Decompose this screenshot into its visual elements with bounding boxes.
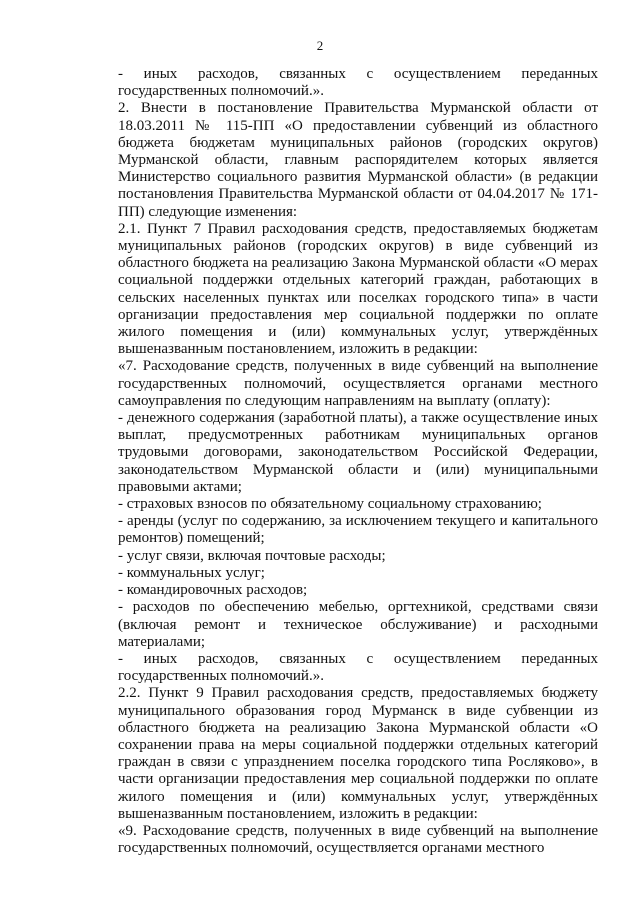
paragraph-10: - командировочных расходов; (118, 582, 308, 599)
paragraph-12: - иных расходов, связанных с осуществлением переданных государственных полномочий.». (118, 650, 598, 685)
paragraph-5: - денежного содержания (заработной платы), а также осуществление иных выплат, предусмотренных работникам муниципальных органов трудовыми договорами, законодательством Российской Федерации, законодательством Мурманской области и (или) муниципальными правовыми актами; (118, 410, 598, 495)
paragraph-3: 2.1. Пункт 7 Правил расходования средств, предоставляемых бюджетам муниципальных районов (городских округов) в виде субвенций из областного бюджета на реализацию Закона Мурманской области «О мерах социальной поддержки отдельных категорий граждан, работающих в сельских населенных пунктах или поселках городского типа» в части организации предоставления мер социальной поддержки по оплате жилого помещения и (или) коммунальных услуг, утверждённых вышеназванным постановлением, изложить в редакции: (118, 220, 598, 358)
paragraph-2: 2. Внести в постановление Правительства Мурманской области от 18.03.2011 № 115-ПП «О предоставлении субвенций из областного бюджета бюджетам муниципальных районов (городских округов) Мурманской области, главным распорядителем которых является Министерство социального развития Мурманской области» (в редакции постановления Правительства Мурманской области от 04.04.2017 № 171-ПП) следующие изменения: (118, 100, 598, 220)
paragraph-8: - услуг связи, включая почтовые расходы; (118, 547, 386, 564)
paragraph-7: - аренды (услуг по содержанию, за исключением текущего и капитального ремонтов) помещений; (118, 513, 598, 547)
paragraph-11: - расходов по обеспечению мебелью, оргтехникой, средствами связи (включая ремонт и техническое обслуживание) и расходными материалами; (118, 599, 598, 650)
paragraph-6: - страховых взносов по обязательному социальному страхованию; (118, 496, 542, 513)
paragraph-13: 2.2. Пункт 9 Правил расходования средств, предоставляемых бюджету муниципального образования город Мурманск в виде субвенции из областного бюджета на реализацию Закона Мурманской области «О сохранении права на меры социальной поддержки отдельных категорий граждан в связи с упразднением поселка городского типа Росляково», в части организации предоставления мер социальной поддержки по оплате жилого помещения и (или) коммунальных услуг, утверждённых вышеназванным постановлением, изложить в редакции: (118, 685, 598, 822)
document-body (118, 66, 598, 857)
paragraph-9: - коммунальных услуг; (118, 564, 265, 581)
page-number: 2 (316, 38, 324, 53)
paragraph-1: - иных расходов, связанных с осуществлением переданных государственных полномочий.». (118, 66, 598, 100)
paragraph-14: «9. Расходование средств, полученных в виде субвенций на выполнение государственных полномочий, осуществляется органами местного (118, 822, 598, 857)
paragraph-4: «7. Расходование средств, полученных в виде субвенций на выполнение государственных полномочий, осуществляется органами местного самоуправления по следующим направлениям на выплату (оплату): (118, 358, 598, 409)
